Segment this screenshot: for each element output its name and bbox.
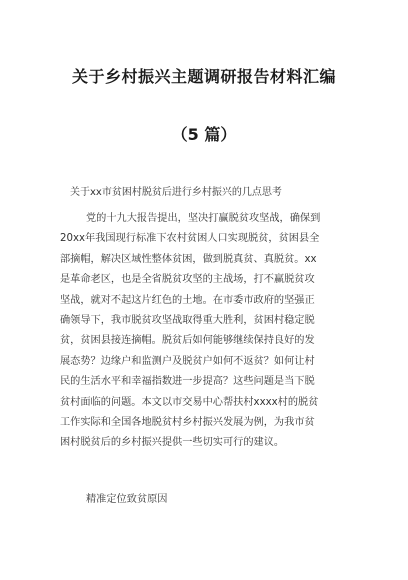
paragraph-line: 是革命老区，也是全省脱贫攻坚的主战场，打不赢脱贫攻 (60, 274, 315, 286)
body-paragraph (60, 209, 350, 454)
paragraph-line: 贫村面临的问题。本文以市交易中心帮扶村xxxx村的脱贫 (60, 396, 319, 408)
paragraph-line: 党的十九大报告提出，坚决打赢脱贫攻坚战，确保到 (86, 213, 321, 224)
sub-heading: 精准定位致贫原因 (86, 494, 168, 505)
paragraph-line: 贫，贫困县接连摘帽。脱贫后如何能够继续保持良好的发 (60, 335, 315, 347)
document-title: 关于乡村振兴主题调研报告材料汇编 (71, 67, 336, 86)
paragraph-line: 部摘帽，解决区域性整体贫困，做到脱真贫、真脱贫。xx (60, 253, 317, 265)
paragraph-line: 展态势？边缘户和监测户及脱贫户如何不返贫？如何让村 (60, 355, 315, 367)
paragraph-line: 坚战，就对不起这片红色的土地。在市委市政府的坚强正 (60, 294, 315, 306)
paragraph-line: 民的生活水平和幸福指数进一步提高？这些问题是当下脱 (60, 376, 315, 388)
paragraph-line: 困村脱贫后的乡村振兴提供一些切实可行的建议。 (60, 437, 285, 449)
paragraph-line: 确领导下，我市脱贫攻坚战取得重大胜利，贫困村稳定脱 (60, 314, 315, 326)
section-heading: 关于xx市贫困村脱贫后进行乡村振兴的几点思考 (70, 187, 282, 198)
paragraph-line: 工作实际和全国各地脱贫村乡村振兴发展为例，为我市贫 (60, 416, 315, 428)
document-subtitle: （5 篇） (171, 125, 237, 144)
paragraph-line: 20xx年我国现行标准下农村贫困人口实现脱贫，贫困县全 (60, 233, 320, 245)
